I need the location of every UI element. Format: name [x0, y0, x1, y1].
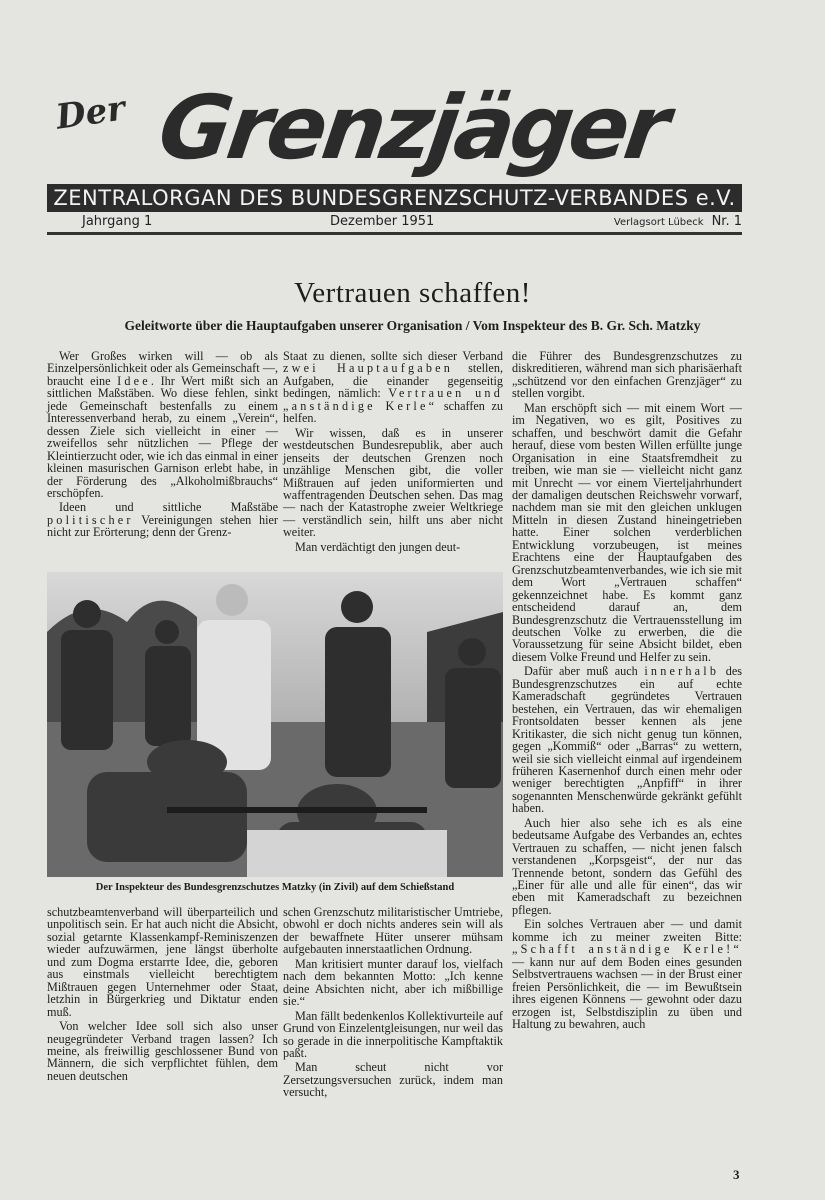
column-2-bottom: [283, 906, 503, 1101]
text-run: Auch hier also sehe ich es als eine bedeutsame Aufgabe des Verbandes an, echtes Vertrauen zu schaffen, — nicht jenen falsch verstandenen „Korpsgeist“, der nur das Trennende betont, sondern das Gefühl des „Einer für alle und alle für einen“, das wir eben mit Kameradschaft zu bezeichnen pflegen.: [512, 815, 742, 917]
paragraph: [283, 958, 503, 1008]
text-run: stellen, Aufgaben, die einander gegenseitig bedingen, nämlich:: [283, 361, 503, 401]
paragraph: [47, 906, 278, 1018]
text-run: des Bundesgrenzschutzes ein auf echte Kameradschaft gegründetes Vertrauen bestehen, ein Vertrauen, das wir ehemaligen Frontsoldaten besser kennen als jene Kritikaster, die sich nicht genug tun können, gegen „Kommiß“ oder „Barras“ zu wettern, weil sie sich vielleicht einmal auf irgendeinem früheren Kasernenhof durch einen mehr oder weniger berechtigten „Anpfiff“ in ihrer sogenannten Menschenwürde gekränkt gefühlt haben.: [512, 664, 742, 816]
spaced-emphasis: Vertrauen und „anständige Kerle“: [283, 386, 504, 413]
paragraph: [47, 1020, 278, 1082]
spaced-emphasis: Idee: [117, 373, 151, 388]
paragraph: [283, 541, 503, 553]
paragraph: [283, 427, 503, 539]
text-run: Man kritisiert munter darauf los, vielfach nach dem bekannten Motto: „Ich kenne deine Absichten nicht, aber ich mißbillige sie.“: [283, 956, 503, 1009]
column-1-bottom: [47, 906, 278, 1084]
paragraph: [512, 665, 742, 814]
text-run: . Ihr Wert mißt sich an sittlichen Maßstäben. Wo diese fehlen, sinkt jede Gemeinschaft bestenfalls zu einem Interessenverband herab, zu einem „Verein“, dessen Ziele sich vielleicht in einer — zweifellos sehr nützlichen — Pflege der Kleintierzucht oder, wie ich das einmal in einer kleinen masurischen Garnison erlebt habe, in der Förderung des „Alkoholmißbrauchs“ erschöpfen.: [47, 373, 278, 500]
text-run: die Führer des Bundesgrenzschutzes zu diskreditieren, während man sich pharisäerhaft „schützend vor den einfachen Grenzjäger“ zu stellen vorgibt.: [512, 349, 742, 401]
article-title: Vertrauen schaffen!: [294, 277, 531, 309]
column-1-top: [47, 350, 278, 541]
masthead-info-row: [82, 214, 742, 231]
page-number: 3: [733, 1167, 740, 1182]
date-label: Dezember 1951: [330, 214, 435, 229]
spaced-emphasis: zwei Hauptaufgaben: [283, 361, 454, 376]
text-run: Man verdächtigt den jungen deut-: [295, 539, 461, 554]
issue-label: Nr. 1: [711, 214, 742, 229]
masthead-rule: [47, 232, 742, 235]
text-run: — kann nur auf dem Boden eines gesunden Selbstvertrauens wachsen — in der Brust einer freien Persönlichkeit, die — im Bewußtsein ihres eigenen Könnens — gewohnt oder dazu erzogen ist, Selbstdisziplin zu üben und Haltung zu bewahren, auch: [512, 954, 742, 1032]
paragraph: [283, 906, 503, 956]
paragraph: [283, 350, 503, 425]
spaced-emphasis: politischer: [47, 512, 134, 527]
text-run: Dafür aber muß auch: [524, 664, 645, 679]
photo-soldiers-shooting-range: [47, 572, 503, 877]
masthead-logo-der: Der: [53, 88, 128, 138]
paragraph: [512, 918, 742, 1030]
paragraph: [512, 402, 742, 664]
text-run: Von welcher Idee soll sich also unser neugegründeter Verband tragen lassen? Ich meine, als freiwillig geschlossener Bund von Männern, die sich verpflichtet fühlen, dem neuen deutschen: [47, 1019, 278, 1083]
spaced-emphasis: innerhalb: [644, 664, 720, 679]
paragraph: [512, 817, 742, 917]
paragraph: [47, 350, 278, 499]
text-run: schen Grenzschutz militaristischer Umtriebe, obwohl er doch nichts anderes sein will als der bewaffnete Hüter unserer mühsam aufgebauten innerstaatlichen Ordnung.: [283, 905, 503, 957]
text-run: Man scheut nicht vor Zersetzungsversuchen zurück, indem man versucht,: [283, 1060, 503, 1100]
text-run: Wir wissen, daß es in unserer westdeutschen Bundesrepublik, aber auch jenseits der deutschen Grenzen noch unzählige Menschen gibt, die voller Mißtrauen auf jeden uniformierten und waffentragenden Deutschen sehen. Das mag — nach der Katastrophe zweier Weltkriege — verständlich sein, hilft uns aber nicht weiter.: [283, 425, 503, 540]
paragraph: [47, 501, 278, 538]
text-run: Ideen und sittliche Maßstäbe: [59, 500, 278, 515]
text-run: Man erschöpft sich — mit einem Wort — im Negativen, wo es gilt, Positives zu schaffen, und beschwört damit die Gefahr herauf, diese vom besten Willen erfüllte junge Organisation in eine Staatsfremdheit zu treiben, wie man sie — vielleicht nicht ganz mit Unrecht — vor einem Vierteljahrhundert der damaligen deutschen Reichswehr vorwarf, nachdem man sie mit den gleichen unklugen Mitteln in diesen Zustand hineingetrieben hatte. Einer solchen verderblichen Entwicklung vorzubeugen, ist meines Erachtens eine der Hauptaufgaben des Grenzschutzbeamtenverbandes, wie ich sie mit dem Wort „Vertrauen schaffen“ gekennzeichnet habe. Es kommt ganz entscheidend darauf an, dem Bundesgrenzschutz die Vertrauensstellung im deutschen Volke zu erwerben, die die Voraussetzung für seine Absicht bildet, eben diesem Volke Freund und Helfer zu sein.: [512, 400, 742, 664]
text-run: Ein solches Vertrauen aber — und damit komme ich zu meiner zweiten Bitte:: [512, 917, 742, 944]
paragraph: [283, 1010, 503, 1060]
text-run: schutzbeamtenverband will überparteilich und unpolitisch sein. Er hat auch nicht die Absicht, sozial getarnte Klassenkampf-Reminiszenzen wieder aufzuwärmen, jene längst überholte und zum Dogma erstarrte Idee, die, geboren aus einstmals vielleicht berechtigtem Mißtrauen gegen Unternehmer oder Staat, letzhin in Bürgerkrieg und Diktatur enden muß.: [47, 905, 278, 1019]
masthead-logo-title: Grenzjäger: [152, 76, 673, 179]
text-run: Man fällt bedenkenlos Kollektivurteile auf Grund von Einzelentgleisungen, nur weil das so gerade in die innerpolitische Kampftaktik paßt.: [283, 1008, 503, 1060]
masthead-banner: ZENTRALORGAN DES BUNDESGRENZSCHUTZ-VERBANDES e.V.: [47, 184, 742, 212]
text-run: Wer Großes wirken will — ob als Einzelpersönlichkeit oder als Gemeinschaft —, braucht eine: [47, 349, 278, 388]
article-photo: [47, 572, 503, 877]
text-run: schaffen zu helfen.: [283, 398, 503, 426]
paragraph: [283, 1061, 503, 1098]
column-2-top: [283, 350, 503, 555]
text-run: Staat zu dienen, sollte sich dieser Verband: [283, 349, 503, 363]
spaced-emphasis: „Schafft anständige Kerle!“: [512, 942, 742, 957]
place-label: Verlagsort Lübeck: [613, 217, 704, 228]
column-3: [512, 350, 742, 1032]
paragraph: [512, 350, 742, 400]
photo-caption: Der Inspekteur des Bundesgrenzschutzes Matzky (in Zivil) auf dem Schießstand: [95, 882, 455, 893]
article-subtitle: Geleitworte über die Hauptaufgaben unserer Organisation / Vom Inspekteur des B. Gr. Sch. Matzky: [124, 318, 701, 333]
volume-label: Jahrgang 1: [82, 214, 153, 229]
text-run: Vereinigungen stehen hier nicht zur Erörterung; denn der Grenz-: [47, 512, 278, 540]
